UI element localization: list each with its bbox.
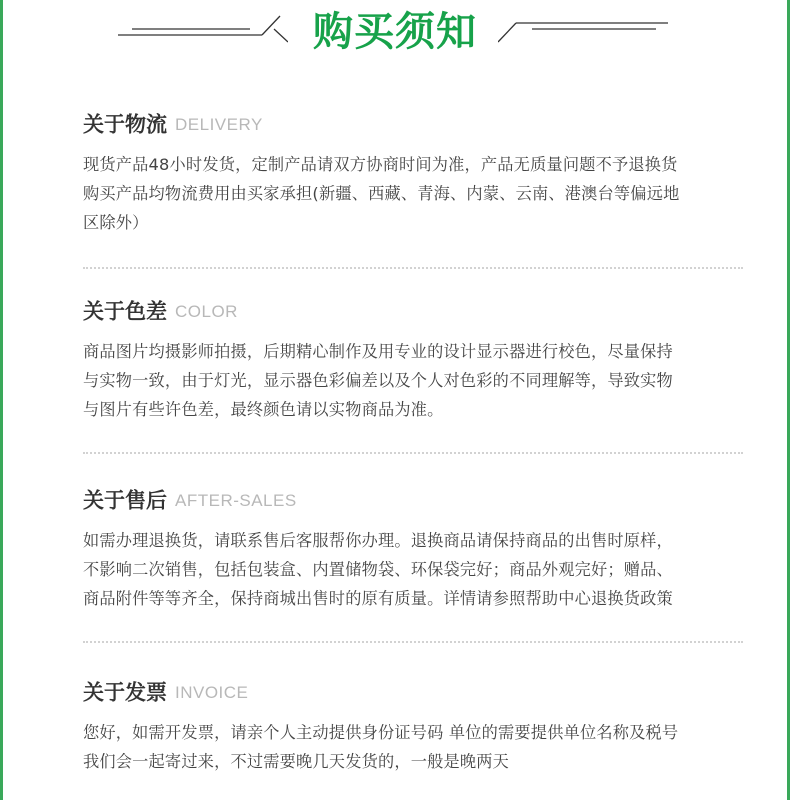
body-line: 现货产品48小时发货，定制产品请双方协商时间为准，产品无质量问题不予退换货 [83, 155, 678, 174]
body-line: 商品图片均摄影师拍摄，后期精心制作及用专业的设计显示器进行校色，尽量保持 [83, 342, 673, 361]
section-heading [83, 108, 743, 140]
body-line: 区除外） [83, 213, 149, 232]
section-subtitle: COLOR [175, 301, 238, 321]
left-frame-border [0, 0, 3, 800]
section-title: 关于发票 [83, 680, 167, 705]
body-line: 不影响二次销售，包括包装盒、内置储物袋、环保袋完好；商品外观完好；赠品、 [83, 560, 673, 579]
section-heading [83, 676, 743, 708]
section-subtitle: AFTER-SALES [175, 490, 297, 510]
right-header-ornament [498, 14, 668, 44]
section-heading [83, 295, 743, 327]
section-divider [83, 641, 743, 643]
section-delivery [83, 108, 743, 237]
body-line: 购买产品均物流费用由买家承担(新疆、西藏、青海、内蒙、云南、港澳台等偏远地 [83, 184, 680, 203]
section-subtitle: DELIVERY [175, 114, 263, 134]
section-body [83, 718, 743, 776]
body-line: 与图片有些许色差，最终颜色请以实物商品为准。 [83, 400, 444, 419]
body-line: 如需办理退换货，请联系售后客服帮你办理。退换商品请保持商品的出售时原样， [83, 531, 673, 550]
section-color [83, 295, 743, 424]
section-after-sales [83, 484, 743, 613]
page-header [0, 0, 790, 70]
section-divider [83, 267, 743, 269]
section-divider [83, 452, 743, 454]
body-line: 我们会一起寄过来，不过需要晚几天发货的，一般是晚两天 [83, 752, 510, 771]
page-title: 购买须知 [313, 9, 477, 55]
section-title: 关于物流 [83, 112, 167, 137]
body-line: 商品附件等等齐全，保持商城出售时的原有质量。详情请参照帮助中心退换货政策 [83, 589, 673, 608]
body-line: 您好，如需开发票，请亲个人主动提供身份证号码 单位的需要提供单位名称及税号 [83, 723, 679, 742]
section-heading [83, 484, 743, 516]
section-body [83, 150, 743, 237]
body-line: 与实物一致，由于灯光，显示器色彩偏差以及个人对色彩的不同理解等，导致实物 [83, 371, 673, 390]
section-title: 关于售后 [83, 488, 167, 513]
section-body [83, 337, 743, 424]
section-title: 关于色差 [83, 299, 167, 324]
section-body [83, 526, 743, 613]
section-subtitle: INVOICE [175, 682, 249, 702]
section-invoice [83, 676, 743, 776]
